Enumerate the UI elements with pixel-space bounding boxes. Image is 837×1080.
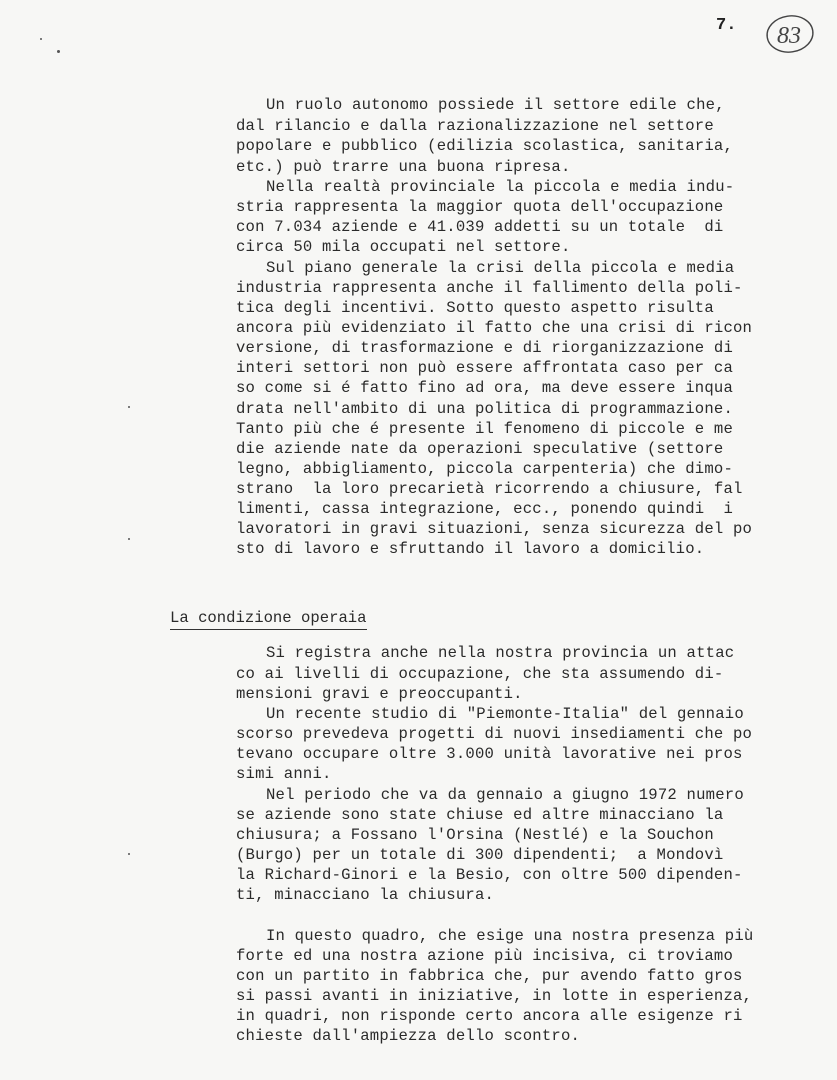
page-number: 7.	[716, 16, 737, 35]
text-line: forte ed una nostra azione più incisiva, ci troviamo	[236, 947, 734, 965]
text-line: legno, abbigliamento, piccola carpenteria) che dimo-	[236, 460, 734, 478]
text-line: sto di lavoro e sfruttando il lavoro a domicilio.	[236, 540, 705, 558]
text-line: stria rappresenta la maggior quota dell'occupazione	[236, 198, 724, 216]
text-line: die aziende nate da operazioni speculative (settore	[236, 440, 724, 458]
text-line: chieste dall'ampiezza dello scontro.	[236, 1027, 581, 1045]
text-line: strano la loro precarietà ricorrendo a chiusure, fal	[236, 480, 743, 498]
text-line: Un recente studio di "Piemonte-Italia" del gennaio	[266, 705, 744, 723]
text-line: ancora più evidenziato il fatto che una crisi di ricon	[236, 319, 753, 337]
text-line: etc.) può trarre una buona ripresa.	[236, 158, 571, 176]
section-heading: La condizione operaia	[170, 608, 367, 630]
text-line: lavoratori in gravi situazioni, senza sicurezza del po	[236, 520, 753, 538]
text-line: limenti, cassa integrazione, ecc., ponendo quindi i	[236, 500, 734, 518]
text-line: industria rappresenta anche il fallimento della poli-	[236, 279, 743, 297]
scan-speck	[57, 50, 60, 53]
text-line: Nella realtà provinciale la piccola e media indu-	[266, 178, 735, 196]
stamp-number: 83	[777, 23, 801, 49]
text-line: se aziende sono state chiuse ed altre minacciano la	[236, 806, 724, 824]
text-line: in quadri, non risponde certo ancora alle esigenze ri	[236, 1007, 743, 1025]
text-line: con un partito in fabbrica che, pur avendo fatto gros	[236, 967, 743, 985]
text-line: dal rilancio e dalla razionalizzazione nel settore	[236, 117, 714, 135]
text-line: mensioni gravi e preoccupanti.	[236, 685, 523, 703]
archive-stamp	[764, 12, 816, 56]
text-line: simi anni.	[236, 765, 332, 783]
text-line: tevano occupare oltre 3.000 unità lavorative nei pros	[236, 745, 743, 763]
text-line: ti, minacciano la chiusura.	[236, 886, 495, 904]
text-line: si passi avanti in iniziative, in lotte in esperienza,	[236, 987, 753, 1005]
text-line: scorso prevedeva progetti di nuovi insediamenti che po	[236, 725, 753, 743]
text-line: la Richard-Ginori e la Besio, con oltre 500 dipenden-	[236, 866, 743, 884]
text-line: (Burgo) per un totale di 300 dipendenti; a Mondovì	[236, 846, 724, 864]
text-line: tica degli incentivi. Sotto questo aspetto risulta	[236, 299, 714, 317]
scan-speck	[128, 853, 130, 855]
text-line: con 7.034 aziende e 41.039 addetti su un totale di	[236, 218, 724, 236]
text-line: popolare e pubblico (edilizia scolastica, sanitaria,	[236, 137, 734, 155]
text-line: drata nell'ambito di una politica di programmazione.	[236, 400, 734, 418]
scan-speck	[40, 38, 42, 40]
text-line: Tanto più che é presente il fenomeno di piccole e me	[236, 420, 734, 438]
text-line: In questo quadro, che esige una nostra presenza più	[266, 927, 754, 945]
text-line: circa 50 mila occupati nel settore.	[236, 238, 571, 256]
stamp-icon	[764, 12, 816, 56]
text-line: so come si é fatto fino ad ora, ma deve essere inqua	[236, 379, 734, 397]
text-line: Un ruolo autonomo possiede il settore edile che,	[266, 96, 725, 114]
text-line: Si registra anche nella nostra provincia un attac	[266, 644, 735, 662]
text-line: interi settori non può essere affrontata caso per ca	[236, 359, 734, 377]
text-line: Nel periodo che va da gennaio a giugno 1972 numero	[266, 786, 744, 804]
text-line: versione, di trasformazione e di riorganizzazione di	[236, 339, 734, 357]
text-line: co ai livelli di occupazione, che sta assumendo di-	[236, 665, 724, 683]
scan-speck	[128, 406, 130, 408]
text-line: Sul piano generale la crisi della piccola e media	[266, 259, 735, 277]
text-line: chiusura; a Fossano l'Orsina (Nestlé) e la Souchon	[236, 826, 714, 844]
scan-speck	[128, 538, 130, 540]
